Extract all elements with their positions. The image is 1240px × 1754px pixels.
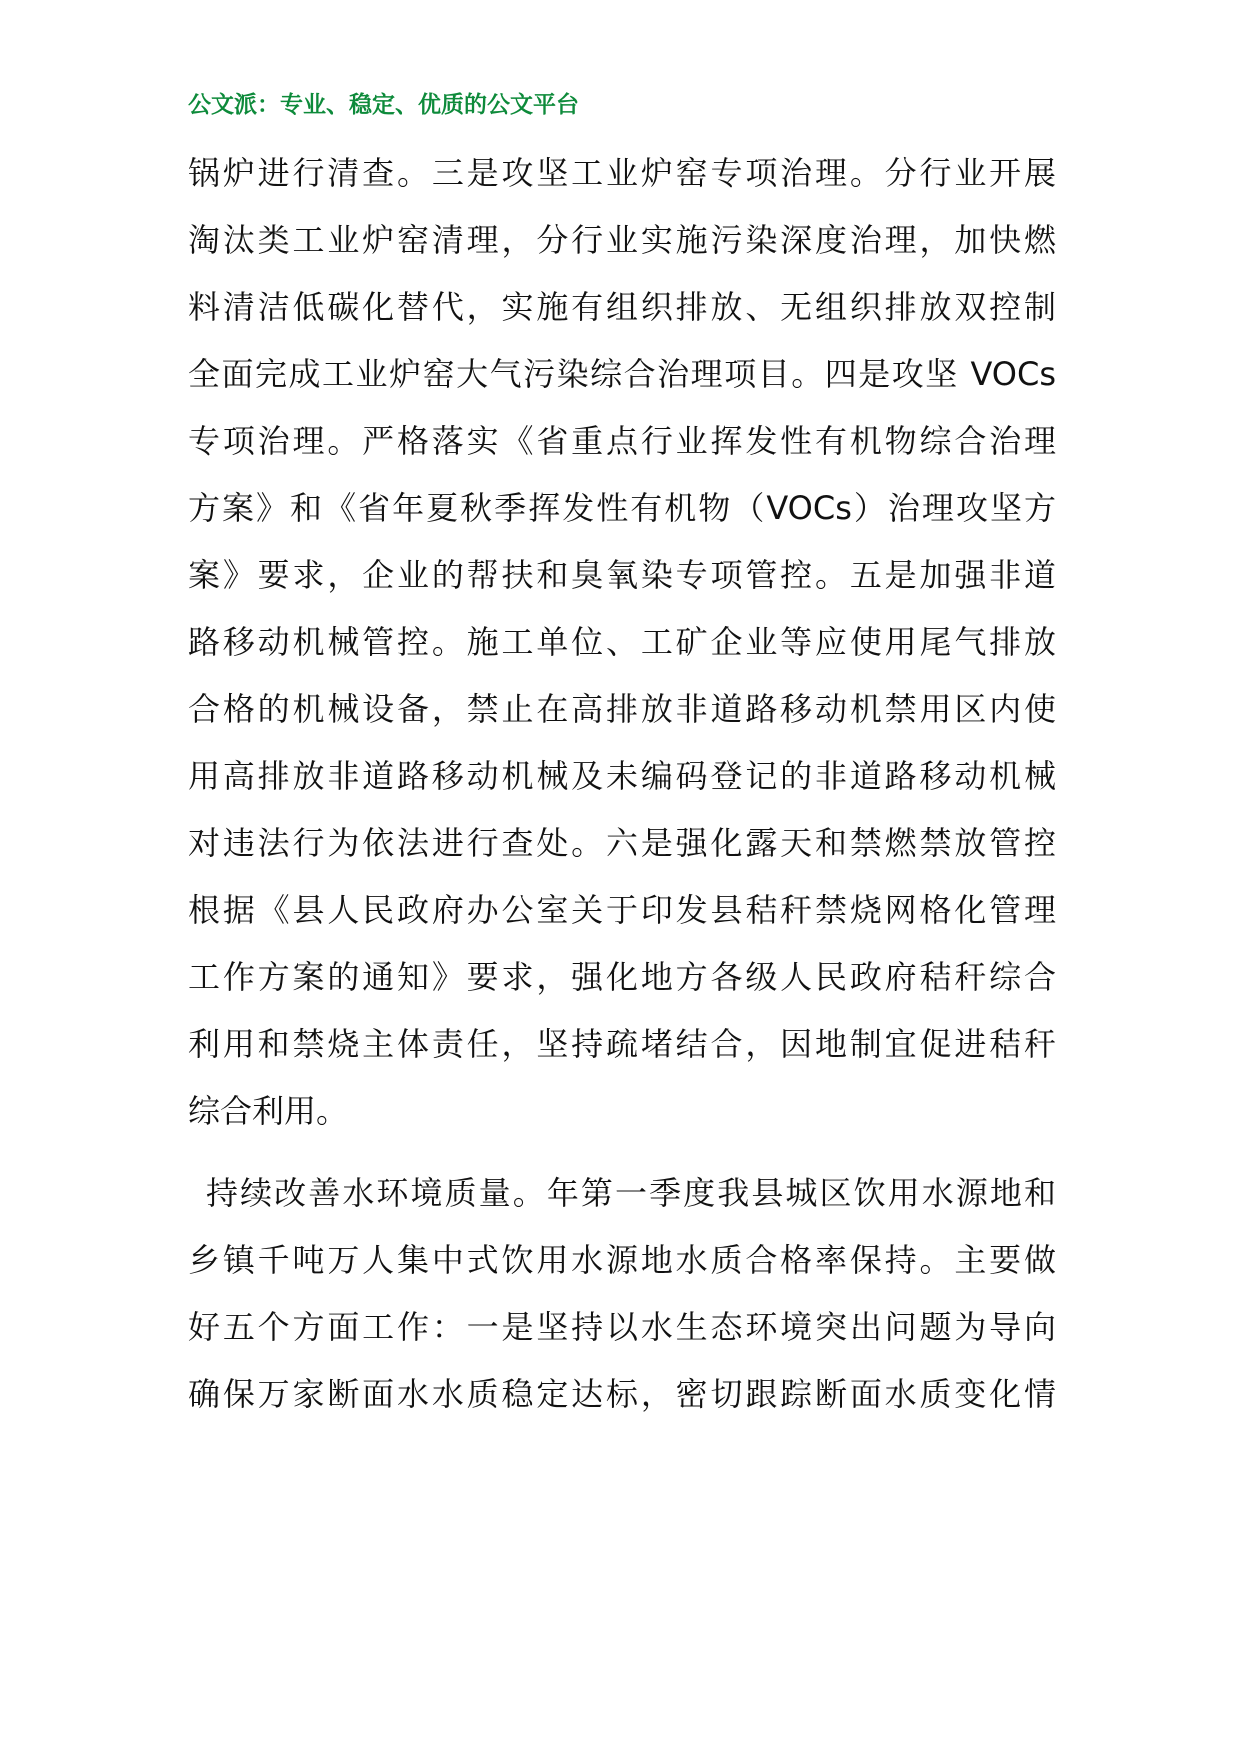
paragraph-1-line-6: 方案》和《省年夏秋季挥发性有机物（VOCs）治理攻坚方 xyxy=(188,489,1056,527)
paragraph-2-line-4: 确保万家断面水水质稳定达标，密切跟踪断面水质变化情 xyxy=(188,1375,1056,1413)
paragraph-1-line-15: 综合利用。 xyxy=(188,1092,349,1130)
paragraph-2-line-3: 好五个方面工作：一是坚持以水生态环境突出问题为导向 xyxy=(188,1308,1056,1346)
paragraph-1-line-3: 料清洁低碳化替代，实施有组织排放、无组织排放双控制 xyxy=(188,288,1056,326)
paragraph-2-line-2: 乡镇千吨万人集中式饮用水源地水质合格率保持。主要做 xyxy=(188,1241,1056,1279)
page-header-title: 公文派：专业、稳定、优质的公文平台 xyxy=(188,91,579,118)
paragraph-1-line-10: 用高排放非道路移动机械及未编码登记的非道路移动机械 xyxy=(188,757,1056,795)
paragraph-1-line-13: 工作方案的通知》要求，强化地方各级人民政府秸秆综合 xyxy=(188,958,1056,996)
paragraph-1-line-2: 淘汰类工业炉窑清理，分行业实施污染深度治理，加快燃 xyxy=(188,221,1056,259)
paragraph-1-line-4: 全面完成工业炉窑大气污染综合治理项目。四是攻坚 VOCs xyxy=(188,355,1056,393)
paragraph-1-line-7: 案》要求，企业的帮扶和臭氧染专项管控。五是加强非道 xyxy=(188,556,1056,594)
paragraph-1-line-12: 根据《县人民政府办公室关于印发县秸秆禁烧网格化管理 xyxy=(188,891,1056,929)
paragraph-1-line-9: 合格的机械设备，禁止在高排放非道路移动机禁用区内使 xyxy=(188,690,1056,728)
paragraph-1-line-8: 路移动机械管控。施工单位、工矿企业等应使用尾气排放 xyxy=(188,623,1056,661)
paragraph-1-line-14: 利用和禁烧主体责任，坚持疏堵结合，因地制宜促进秸秆 xyxy=(188,1025,1056,1063)
paragraph-2-line-1: 持续改善水环境质量。年第一季度我县城区饮用水源地和 xyxy=(206,1174,1056,1212)
paragraph-1-line-1: 锅炉进行清查。三是攻坚工业炉窑专项治理。分行业开展 xyxy=(188,154,1056,192)
paragraph-1-line-11: 对违法行为依法进行查处。六是强化露天和禁燃禁放管控 xyxy=(188,824,1056,862)
paragraph-1-line-5: 专项治理。严格落实《省重点行业挥发性有机物综合治理 xyxy=(188,422,1056,460)
